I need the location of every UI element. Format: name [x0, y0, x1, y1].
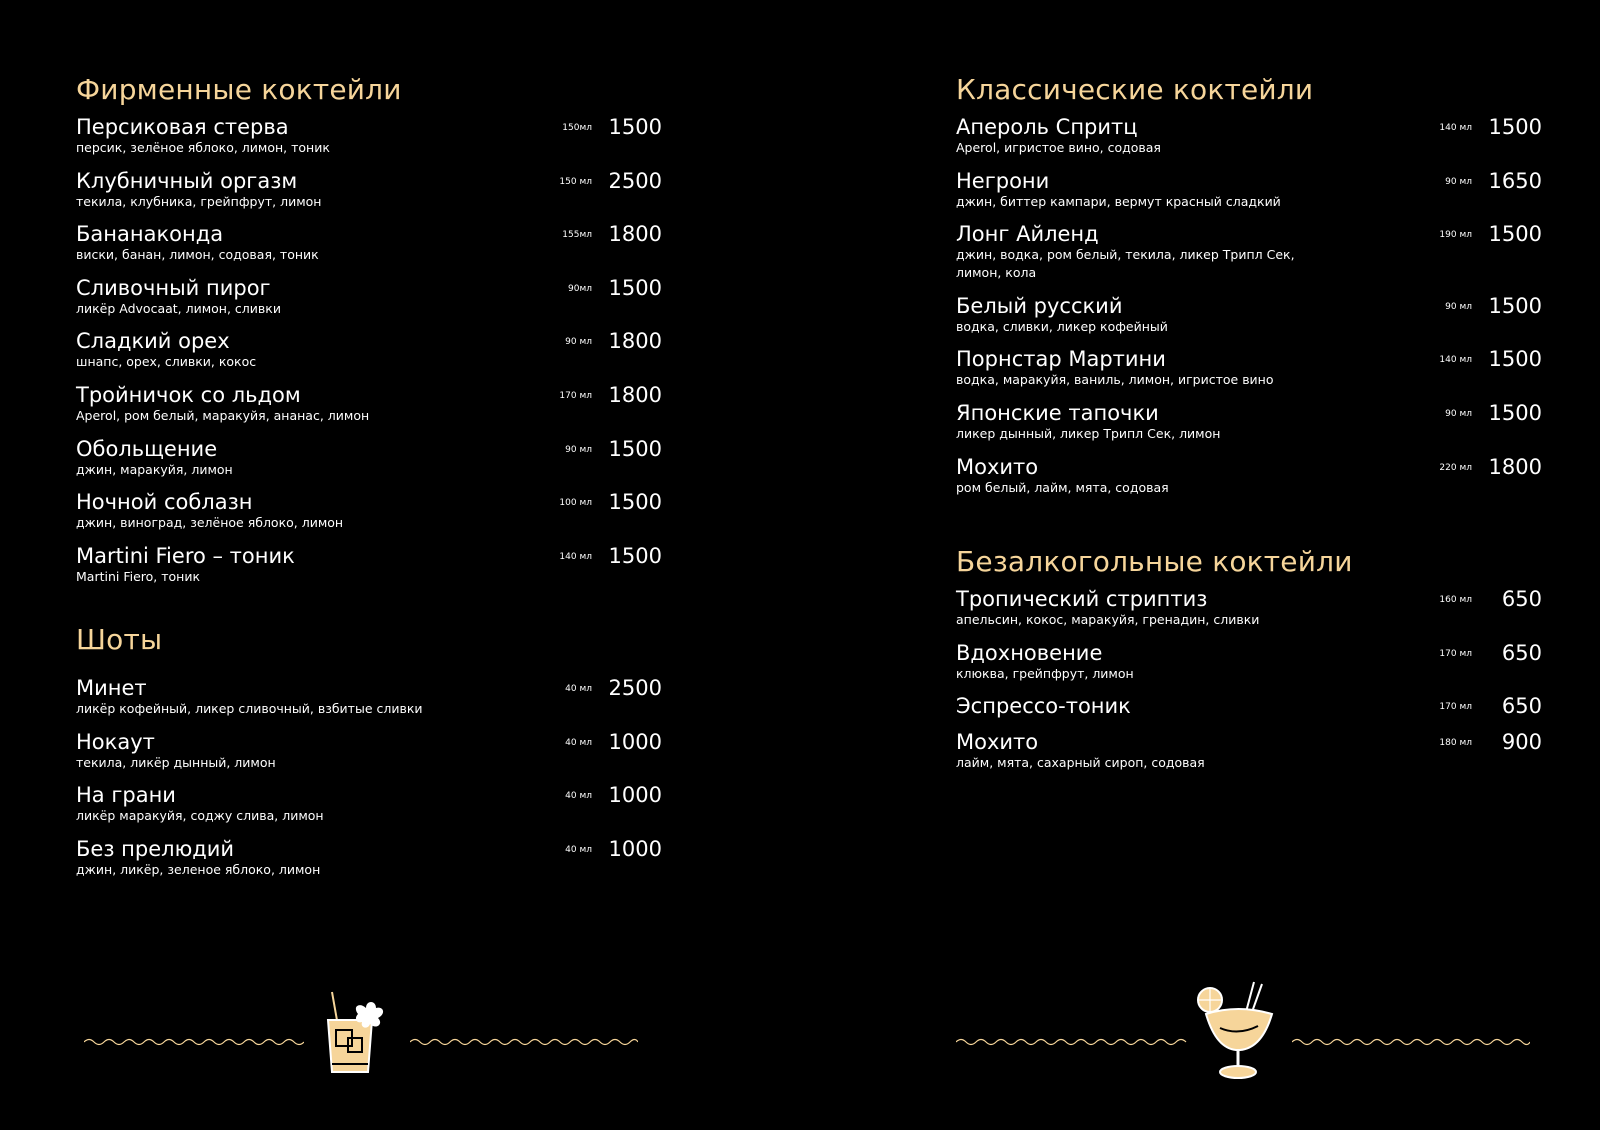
item-desc: ликёр маракуйя, соджу слива, лимон — [76, 808, 324, 824]
item-volume: 100 мл — [559, 498, 592, 509]
item-price: 1800 — [608, 222, 662, 247]
item-volume: 160 мл — [1439, 595, 1472, 605]
item-name: Белый русский — [956, 293, 1123, 318]
item-price: 1000 — [608, 729, 662, 754]
item-desc: джин, биттер кампари, вермут красный сладкий — [956, 193, 1281, 209]
item-desc: Aperol, ром белый, маракуйя, ананас, лимон — [76, 407, 370, 423]
menu-item — [76, 115, 662, 169]
wave-divider — [84, 1036, 304, 1048]
menu-item — [76, 676, 662, 730]
whisky-glass-icon — [322, 990, 390, 1078]
menu-item — [956, 169, 1542, 223]
item-price: 1500 — [608, 543, 662, 568]
item-volume: 40 мл — [565, 684, 592, 694]
item-name: Нокаут — [76, 729, 155, 754]
item-price: 1800 — [608, 329, 662, 354]
menu-item — [76, 783, 662, 837]
item-price: 1500 — [1488, 400, 1542, 425]
item-name: Клубничный оргазм — [76, 168, 298, 193]
item-volume: 155мл — [562, 230, 592, 241]
item-price: 650 — [1501, 640, 1542, 665]
menu-item — [76, 329, 662, 383]
item-volume: 220 мл — [1439, 462, 1472, 473]
item-desc: Aperol, игристое вино, содовая — [956, 140, 1161, 155]
item-desc: джин, ликёр, зеленое яблоко, лимон — [76, 861, 321, 877]
item-name: Мохито — [956, 729, 1039, 754]
section-title: Фирменные коктейли — [76, 73, 402, 106]
menu-item — [956, 222, 1542, 294]
section-title: Шоты — [76, 623, 163, 656]
wave-divider — [1292, 1036, 1530, 1048]
item-name: Порнстар Мартини — [956, 347, 1166, 372]
item-price: 650 — [1501, 587, 1542, 611]
item-volume: 90 мл — [1445, 301, 1472, 312]
item-name: Сливочный пирог — [76, 275, 271, 300]
item-desc: водка, маракуйя, ваниль, лимон, игристое вино — [956, 372, 1274, 388]
menu-item — [76, 276, 662, 330]
item-desc: шнапс, орех, сливки, кокос — [76, 354, 257, 370]
item-volume: 40 мл — [565, 791, 592, 802]
item-name: На грани — [76, 783, 176, 808]
menu-item — [956, 694, 1542, 730]
menu-item — [76, 383, 662, 437]
item-price: 2500 — [608, 168, 662, 193]
menu-item — [76, 730, 662, 784]
item-name: Ночной соблазн — [76, 490, 253, 515]
menu-item — [76, 222, 662, 276]
item-name: Апероль Спритц — [956, 115, 1138, 139]
item-volume: 190 мл — [1439, 230, 1472, 241]
menu-item — [956, 115, 1542, 169]
item-volume: 140 мл — [1439, 123, 1472, 133]
item-price: 1500 — [1488, 115, 1542, 139]
item-name: Сладкий орех — [76, 329, 230, 354]
item-name: Мохито — [956, 454, 1039, 479]
item-name: Обольщение — [76, 436, 218, 461]
item-price: 1000 — [608, 783, 662, 808]
menu-item — [76, 169, 662, 223]
item-desc: ром белый, лайм, мята, содовая — [956, 479, 1169, 495]
item-volume: 90 мл — [1445, 176, 1472, 187]
classic-section — [956, 74, 1542, 508]
menu-item — [956, 730, 1542, 784]
item-name: Martini Fiero – тоник — [76, 543, 295, 568]
item-desc: клюква, грейпфрут, лимон — [956, 665, 1134, 681]
item-desc: текила, ликёр дынный, лимон — [76, 754, 276, 770]
item-volume: 170 мл — [1439, 648, 1472, 659]
item-desc: лайм, мята, сахарный сироп, содовая — [956, 754, 1205, 770]
item-price: 1500 — [1488, 222, 1542, 247]
menu-item — [76, 837, 662, 891]
margarita-glass-icon — [1196, 978, 1280, 1082]
item-volume: 90 мл — [565, 337, 592, 348]
wave-divider — [956, 1036, 1188, 1048]
item-volume: 140 мл — [1439, 355, 1472, 366]
section-title: Классические коктейли — [956, 73, 1314, 106]
item-volume: 180 мл — [1439, 737, 1472, 748]
item-volume: 40 мл — [565, 737, 592, 748]
section-title: Безалкогольные коктейли — [956, 545, 1353, 578]
item-price: 1500 — [608, 275, 662, 300]
item-desc: джин, водка, ром белый, текила, ликер Трипл Сек, лимон, кола — [956, 247, 1295, 281]
menu-item — [76, 437, 662, 491]
item-price: 1000 — [608, 836, 662, 861]
item-volume: 90 мл — [565, 444, 592, 455]
item-price: 1800 — [1488, 454, 1542, 479]
item-name: Персиковая стерва — [76, 115, 289, 139]
item-volume: 150 мл — [559, 176, 592, 187]
item-desc: персик, зелёное яблоко, лимон, тоник — [76, 140, 330, 155]
item-desc: джин, виноград, зелёное яблоко, лимон — [76, 515, 344, 531]
item-volume: 170 мл — [1439, 702, 1472, 713]
menu-item — [76, 544, 662, 598]
item-desc: джин, маракуйя, лимон — [76, 461, 233, 477]
item-name: Эспрессо-тоник — [956, 694, 1131, 719]
item-volume: 40 мл — [565, 844, 592, 855]
menu-item — [76, 490, 662, 544]
item-volume: 170 мл — [559, 390, 592, 401]
item-name: Вдохновение — [956, 640, 1103, 665]
item-price: 1500 — [608, 115, 662, 139]
item-desc: водка, сливки, ликер кофейный — [956, 318, 1168, 334]
menu-item — [956, 455, 1542, 509]
wave-divider — [410, 1036, 638, 1048]
item-desc: ликер дынный, ликер Трипл Сек, лимон — [956, 425, 1221, 441]
shots-section — [76, 624, 662, 890]
menu-item — [956, 401, 1542, 455]
item-name: Тройничок со льдом — [76, 382, 301, 407]
item-volume: 90мл — [568, 283, 592, 294]
item-price: 900 — [1501, 729, 1542, 754]
menu-item — [956, 347, 1542, 401]
item-desc: виски, банан, лимон, содовая, тоник — [76, 247, 319, 263]
menu-item — [956, 587, 1542, 641]
item-price: 2500 — [608, 676, 662, 700]
item-volume: 140 мл — [559, 551, 592, 562]
item-name: Лонг Айленд — [956, 222, 1099, 247]
item-price: 650 — [1501, 694, 1542, 719]
signature-section — [76, 74, 662, 597]
item-desc: текила, клубника, грейпфрут, лимон — [76, 193, 322, 209]
item-volume: 90 мл — [1445, 408, 1472, 419]
item-price: 1650 — [1488, 168, 1542, 193]
menu-item — [956, 294, 1542, 348]
item-desc: Martini Fiero, тоник — [76, 568, 201, 584]
item-price: 1500 — [608, 436, 662, 461]
item-name: Японские тапочки — [956, 400, 1159, 425]
menu-item — [956, 641, 1542, 695]
item-price: 1500 — [1488, 347, 1542, 372]
nonalcoholic-section — [956, 546, 1542, 783]
item-name: Негрони — [956, 168, 1050, 193]
item-desc: апельсин, кокос, маракуйя, гренадин, сливки — [956, 612, 1260, 627]
item-name: Бананаконда — [76, 222, 224, 247]
item-name: Без прелюдий — [76, 836, 235, 861]
item-volume: 150мл — [562, 123, 592, 133]
item-price: 1500 — [608, 490, 662, 515]
item-name: Минет — [76, 676, 147, 700]
item-price: 1500 — [1488, 293, 1542, 318]
item-desc: ликёр кофейный, ликер сливочный, взбитые сливки — [76, 701, 423, 716]
item-price: 1800 — [608, 382, 662, 407]
item-desc: ликёр Advocaat, лимон, сливки — [76, 300, 281, 316]
item-name: Тропический стриптиз — [956, 587, 1208, 611]
